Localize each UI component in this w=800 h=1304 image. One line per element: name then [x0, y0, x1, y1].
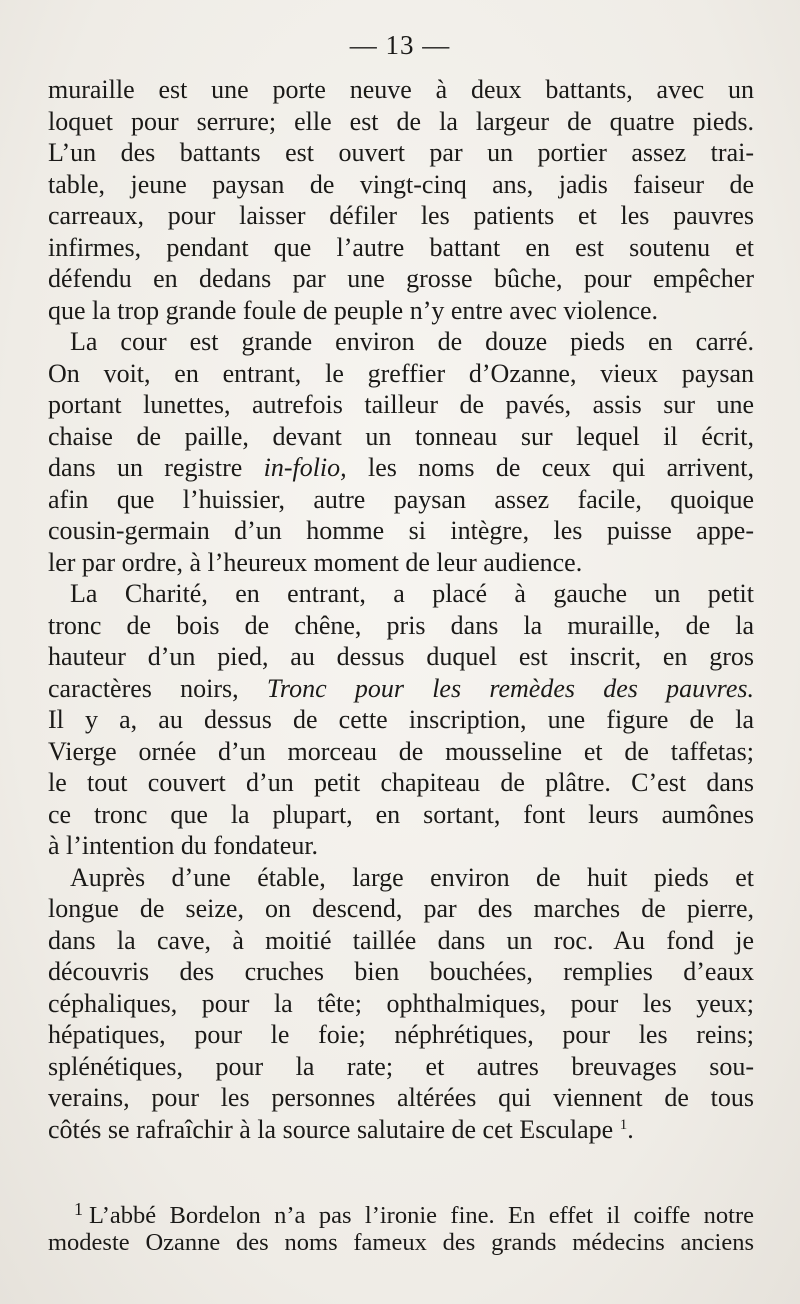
main-text [48, 74, 754, 1145]
text-line: Il y a, au dessus de cette inscription, une figure de la [48, 705, 754, 734]
italic-inscription: Tronc pour les remèdes des pauvres. [266, 673, 754, 703]
text-line: La Charité, en entrant, a placé à gauche un petit [70, 579, 754, 608]
text-line: ce tronc que la plupart, en sortant, font leurs aumônes [48, 799, 754, 829]
text-segment: . [627, 1114, 634, 1144]
text-line: défendu en dedans par une grosse bûche, pour empêcher [48, 264, 754, 293]
page-number: — 13 — [349, 30, 451, 60]
text-line: table, jeune paysan de vingt-cinq ans, jadis faiseur de [48, 169, 754, 199]
text-line: portant lunettes, autrefois tailleur de pavés, assis sur une [48, 390, 754, 419]
text-line [48, 673, 754, 705]
footnote-reference[interactable]: 1 [619, 1116, 628, 1133]
text-segment: les noms de ceux qui arrivent, [346, 453, 754, 482]
text-line: carreaux, pour laisser défiler les patients et les pauvres [48, 201, 754, 230]
text-line [48, 1114, 754, 1146]
text-line [48, 452, 754, 484]
text-line: céphaliques, pour la tête; ophthalmiques, pour les yeux; [48, 988, 754, 1018]
text-line: On voit, en entrant, le greffier d’Ozanne, vieux paysan [48, 358, 754, 388]
text-line: muraille est une porte neuve à deux battants, avec un [48, 75, 754, 104]
text-segment: caractères noirs, [48, 673, 267, 703]
text-line: L’un des battants est ouvert par un portier assez trai- [48, 138, 754, 167]
text-line: cousin-germain d’un homme si intègre, les puisse appe- [48, 516, 754, 545]
footnote-mark: 1 [74, 1199, 83, 1219]
italic-term: in-folio, [263, 453, 347, 482]
text-line: verains, pour les personnes altérées qui viennent de tous [48, 1083, 754, 1112]
text-line: tronc de bois de chêne, pris dans la muraille, de la [48, 610, 754, 640]
text-line: que la trop grande foule de peuple n’y entre avec violence. [48, 295, 658, 325]
text-line: La cour est grande environ de douze pieds en carré. [70, 327, 754, 356]
text-line: chaise de paille, devant un tonneau sur lequel il écrit, [48, 421, 754, 451]
text-segment: dans un registre [48, 453, 264, 482]
text-segment: côtés se rafraîchir à la source salutaire de cet Esculape [48, 1114, 620, 1144]
footnote-block [48, 1192, 754, 1260]
text-line: longue de seize, on descend, par des marches de pierre, [48, 894, 754, 923]
footnote-line [48, 1192, 754, 1229]
text-line: ler par ordre, à l’heureux moment de leur audience. [48, 547, 583, 577]
text-line: splénétiques, pour la rate; et autres breuvages sou- [48, 1051, 754, 1081]
text-line: le tout couvert d’un petit chapiteau de plâtre. C’est dans [48, 768, 754, 797]
text-line: dans la cave, à moitié taillée dans un roc. Au fond je [48, 925, 754, 955]
text-line: découvris des cruches bien bouchées, remplies d’eaux [48, 957, 754, 986]
text-line: hépatiques, pour le foie; néphrétiques, pour les reins; [48, 1020, 754, 1049]
text-line: afin que l’huissier, autre paysan assez facile, quoique [48, 484, 754, 514]
text-line: infirmes, pendant que l’autre battant en est soutenu et [48, 232, 754, 262]
text-line: loquet pour serrure; elle est de la largeur de quatre pieds. [48, 106, 754, 136]
text-line: à l’intention du fondateur. [48, 831, 319, 860]
footnote-text: L’abbé Bordelon n’a pas l’ironie fine. En effet il coiffe notre [89, 1202, 754, 1229]
text-line: Vierge ornée d’un morceau de mousseline et de taffetas; [48, 736, 754, 766]
text-line: Auprès d’une étable, large environ de huit pieds et [70, 862, 754, 892]
footnote-line: modeste Ozanne des noms fameux des grands médecins anciens [48, 1229, 754, 1256]
text-line: hauteur d’un pied, au dessus duquel est inscrit, en gros [48, 642, 754, 671]
